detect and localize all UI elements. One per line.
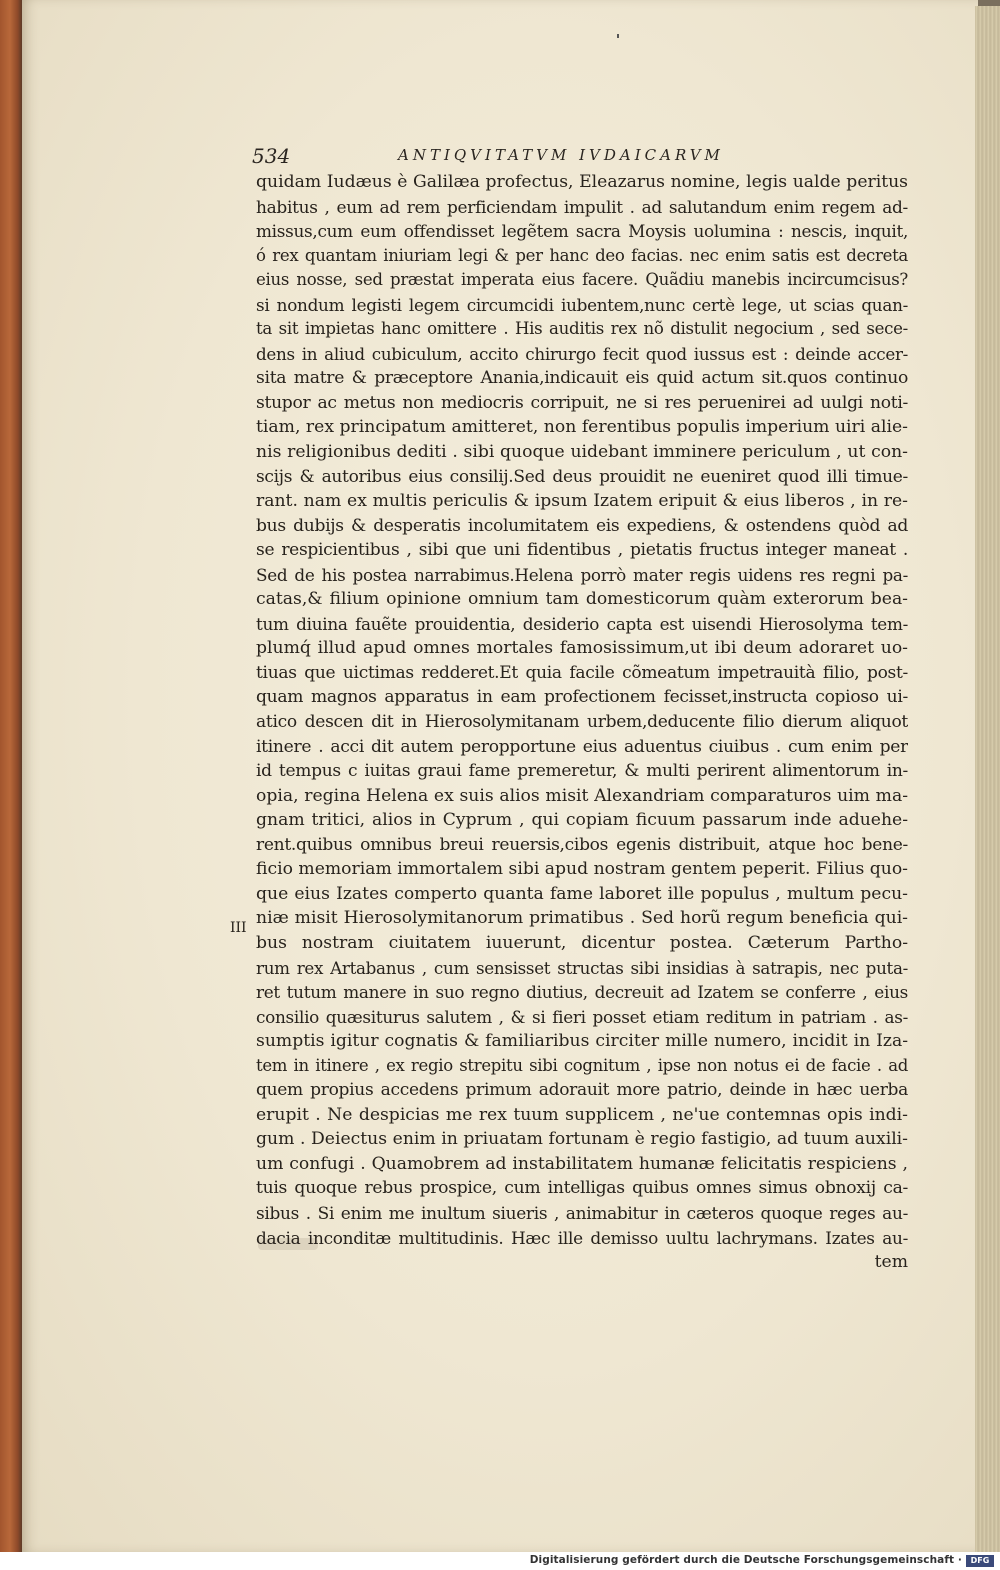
text-line: niæ misit Hierosolymitanorum primatibus . Sed horũ regum beneficia qui-: [256, 908, 908, 929]
text-line: sibus . Si enim me inultum siueris , animabitur in cæteros quoque reges au-: [256, 1202, 908, 1223]
text-line: stupor ac metus non mediocris corripuit, ne si res peruenirei ad uulgi noti-: [256, 392, 908, 413]
body-text: [256, 170, 908, 1275]
text-line: que eius Izates comperto quanta fame laboret ille populus , multum pecu-: [256, 883, 908, 904]
text-line: quem propius accedens primum adorauit more patrio, deinde in hæc uerba: [256, 1080, 908, 1101]
text-line: tum diuina fauẽte prouidentia, desiderio capta est uisendi Hierosolyma tem-: [256, 613, 908, 634]
text-line: ó rex quantam iniuriam legi & per hanc deo facias. nec enim satis est decreta: [256, 245, 908, 265]
dfg-logo: DFG: [966, 1555, 994, 1567]
text-line: nis religionibus dediti . sibi quoque uidebant imminere periculum , ut con-: [256, 442, 908, 463]
text-line: si nondum legisti legem circumcidi iubentem,nunc certè lege, ut scias quan-: [256, 294, 908, 315]
text-line: atico descen dit in Hierosolymitanam urbem,deducente filio dierum aliquot: [256, 712, 908, 733]
text-line: quidam Iudæus è Galilæa profectus, Eleazarus nomine, legis ualde peritus: [256, 172, 908, 192]
text-line: ta sit impietas hanc omittere . His auditis rex nõ distulit negocium , sed sece-: [256, 319, 908, 339]
text-line: consilio quæsiturus salutem , & si fieri posset etiam reditum in patriam . as-: [256, 1006, 908, 1027]
book-binding-edge: [0, 0, 22, 1552]
ink-speck: [617, 34, 619, 38]
text-line: sita matre & præceptore Anania,indicauit eis quid actum sit.quos continuo: [256, 368, 908, 389]
page-number: 534: [252, 144, 291, 168]
text-line: sumptis igitur cognatis & familiaribus circiter mille numero, incidit in Iza-: [256, 1031, 908, 1052]
text-line: tiam, rex principatum amitteret, non ferentibus populis imperium uiri alie-: [256, 417, 908, 438]
text-line: se respicientibus , sibi que uni fidentibus , pietatis fructus integer maneat .: [256, 540, 908, 561]
text-line: tem in itinere , ex regio strepitu sibi cognitum , ipse non notus ei de facie . ad: [256, 1055, 908, 1075]
funding-credit: Digitalisierung gefördert durch die Deutsche Forschungsgemeinschaft ·: [529, 1554, 962, 1566]
text-line: plumq́ illud apud omnes mortales famosissimum,ut ibi deum adoraret uo-: [256, 638, 908, 659]
text-line: itinere . acci dit autem peropportune eius aduentus ciuibus . cum enim per: [256, 736, 908, 757]
text-line: id tempus c iuitas graui fame premeretur, & multi perirent alimentorum in-: [256, 761, 908, 782]
text-line: scijs & autoribus eius consilij.Sed deus prouidit ne eueniret quod illi timue-: [256, 466, 908, 487]
text-line: um confugi . Quamobrem ad instabilitatem humanæ felicitatis respiciens ,: [256, 1153, 908, 1174]
text-line: bus nostram ciuitatem iuuerunt, dicentur postea. Cæterum Partho-: [256, 932, 908, 953]
text-line: rum rex Artabanus , cum sensisset structas sibi insidias à satrapis, nec puta-: [256, 957, 908, 978]
text-line: tem: [874, 1252, 908, 1273]
text-line: rant. nam ex multis periculis & ipsum Izatem eripuit & eius liberos , in re-: [256, 491, 908, 512]
text-line: erupit . Ne despicias me rex tuum supplicem , ne'ue contemnas opis indi-: [256, 1104, 908, 1125]
text-line: missus,cum eum offendisset legẽtem sacra Moysis uolumina : nescis, inquit,: [256, 221, 908, 242]
running-head: [252, 144, 912, 172]
text-line: catas,& filium opinione omnium tam domesticorum quàm exterorum bea-: [256, 589, 908, 610]
text-line: ficio memoriam immortalem sibi apud nostram gentem peperit. Filius quo-: [256, 859, 908, 880]
text-line: quam magnos apparatus in eam profectionem fecisset,instructa copioso ui-: [256, 687, 908, 708]
text-line: ret tutum manere in suo regno diutius, decreuit ad Izatem se conferre , eius: [256, 982, 908, 1003]
running-title: ANTIQVITATVM IVDAICARVM: [398, 146, 724, 164]
page-block-edges: [975, 6, 1000, 1552]
text-line: dacia inconditæ multitudinis. Hæc ille demisso uultu lachrymans. Izates au-: [256, 1227, 908, 1248]
text-line: opia, regina Helena ex suis alios misit Alexandriam comparaturos uim ma-: [256, 785, 908, 806]
text-line: gum . Deiectus enim in priuatam fortunam è regio fastigio, ad tuum auxili-: [256, 1129, 908, 1150]
text-line: bus dubijs & desperatis incolumitatem eis expediens, & ostendens quòd ad: [256, 515, 908, 536]
text-line: Sed de his postea narrabimus.Helena porrò mater regis uidens res regni pa-: [256, 564, 908, 585]
text-line: tiuas que uictimas redderet.Et quia facile cõmeatum impetrauità filio, post-: [256, 662, 908, 683]
text-line: tuis quoque rebus prospice, cum intelligas quibus omnes simus obnoxij ca-: [256, 1178, 908, 1199]
text-line: habitus , eum ad rem perficiendam impulit . ad salutandum enim regem ad-: [256, 196, 908, 217]
text-line: dens in aliud cubiculum, accito chirurgo fecit quod iussus est : deinde accer-: [256, 343, 908, 364]
text-line: eius nosse, sed præstat imperata eius facere. Quãdiu manebis incircumcisus?: [256, 270, 908, 290]
text-line: rent.quibus omnibus breui reuersis,cibos egenis distribuit, atque hoc bene-: [256, 834, 908, 855]
text-line: gnam tritici, alios in Cyprum , qui copiam ficuum passarum inde aduehe-: [256, 810, 908, 831]
margin-chapter-number: III: [230, 920, 247, 936]
